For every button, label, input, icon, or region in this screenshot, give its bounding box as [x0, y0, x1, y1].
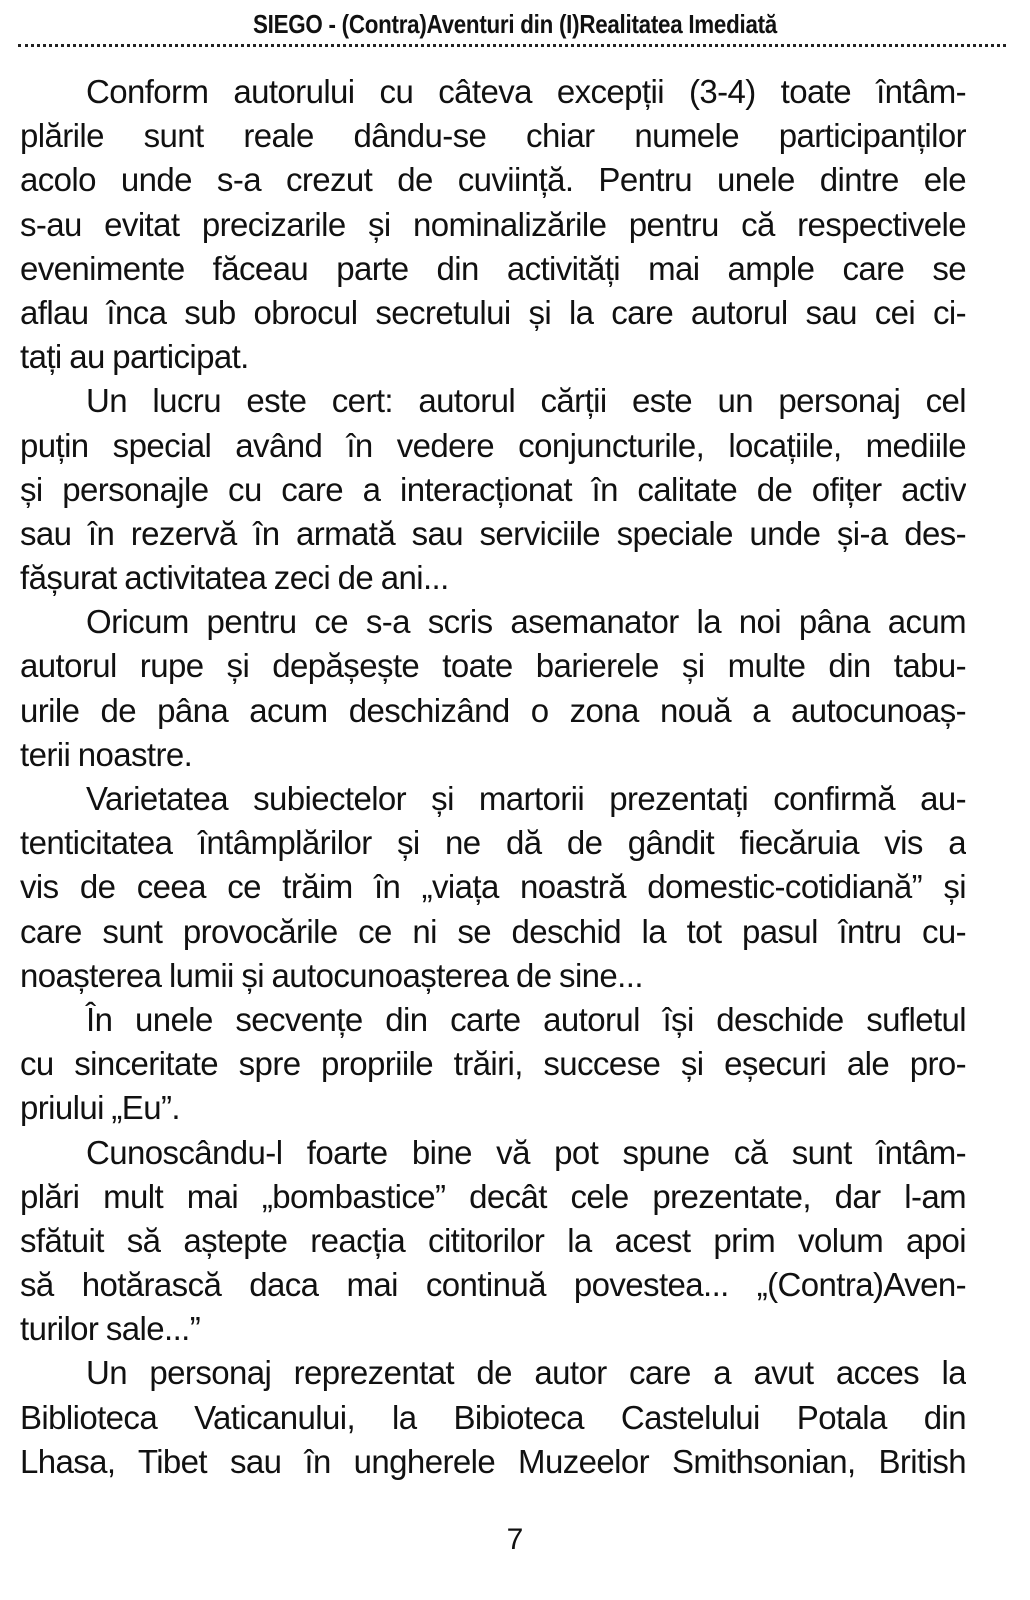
- text-line: vis de ceea ce trăim în „viața noastră domestic-cotidiană” și: [20, 868, 966, 906]
- page-number: 7: [506, 1523, 524, 1556]
- dotted-separator: [18, 44, 1006, 47]
- text-line: Conform autorului cu câteva excepții (3-4) toate întâm-: [86, 73, 966, 110]
- text-line: Biblioteca Vaticanului, la Bibioteca Castelului Potala din: [20, 1398, 966, 1436]
- paragraph: [20, 777, 966, 998]
- text-line: plările sunt reale dându-se chiar numele participanților: [20, 117, 966, 155]
- text-line: cu sinceritate spre propriile trăiri, succese și eșecuri ale pro-: [20, 1045, 966, 1083]
- text-line: turilor sale...”: [20, 1310, 201, 1348]
- text-line: noașterea lumii și autocunoașterea de sine...: [20, 956, 643, 994]
- paragraph: [20, 1131, 966, 1352]
- text-line: Cunoscându-l foarte bine vă pot spune că sunt întâm-: [86, 1133, 966, 1171]
- text-line: aflau înca sub obrocul secretului și la care autorul sau cei ci-: [20, 293, 966, 331]
- text-line: Varietatea subiectelor și martorii prezentați confirmă au-: [86, 780, 966, 817]
- text-line: Un personaj reprezentat de autor care a avut acces la: [86, 1354, 966, 1392]
- text-line: terii noastre.: [20, 735, 193, 773]
- text-line: care sunt provocările ce ni se deschid la tot pasul întru cu-: [20, 912, 966, 950]
- paragraph: [20, 600, 966, 777]
- text-line: să hotărască daca mai continuă povestea... „(Contra)Aven-: [20, 1266, 966, 1304]
- text-line: Oricum pentru ce s-a scris asemanator la noi pâna acum: [86, 603, 966, 641]
- page-body: [20, 70, 966, 1484]
- text-line: puțin special având în vedere conjuncturile, locațiile, mediile: [20, 426, 966, 464]
- text-line: Un lucru este cert: autorul cărții este un personaj cel: [86, 382, 966, 420]
- text-line: plări mult mai „bombastice” decât cele prezentate, dar l-am: [20, 1177, 966, 1215]
- text-line: sfătuit să aștepte reacția cititorilor la acest prim volum apoi: [20, 1221, 966, 1259]
- paragraph: [20, 998, 966, 1131]
- text-line: tați au participat.: [20, 338, 249, 376]
- text-line: evenimente făceau parte din activități mai ample care se: [20, 249, 966, 287]
- text-line: fășurat activitatea zeci de ani...: [20, 559, 449, 597]
- text-line: tenticitatea întâmplărilor și ne dă de gândit fiecăruia vis a: [20, 824, 966, 862]
- text-line: acolo unde s-a crezut de cuviință. Pentru unele dintre ele: [20, 161, 966, 199]
- paragraph: [20, 1351, 966, 1484]
- text-line: și personajle cu care a interacționat în calitate de ofițer activ: [20, 470, 966, 508]
- text-line: În unele secvențe din carte autorul își deschide sufletul: [86, 1000, 966, 1038]
- text-line: s-au evitat precizarile și nominalizările pentru că respectivele: [20, 205, 966, 243]
- text-line: urile de pâna acum deschizând o zona nouă a autocunoaș-: [20, 691, 966, 729]
- text-line: autorul rupe și depășește toate barierele și multe din tabu-: [20, 647, 966, 685]
- text-line: priului „Eu”.: [20, 1089, 180, 1127]
- text-line: Lhasa, Tibet sau în ungherele Muzeelor Smithsonian, British: [20, 1442, 966, 1480]
- paragraph: [20, 379, 966, 600]
- paragraph: [20, 70, 966, 379]
- running-header: SIEGO - (Contra)Aventuri din (I)Realitatea Imediată: [253, 9, 777, 39]
- text-line: sau în rezervă în armată sau serviciile speciale unde și-a des-: [20, 514, 966, 552]
